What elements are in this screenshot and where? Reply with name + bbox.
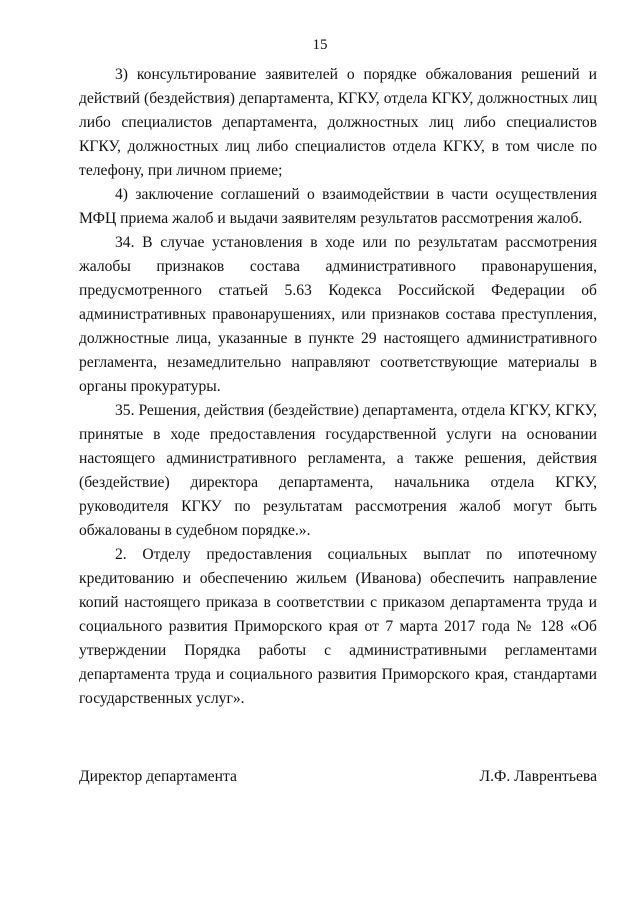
signature-block (79, 767, 597, 787)
paragraph-item-3-consultation: 3) консультирование заявителей о порядке обжалования решений и действий (бездействия) департамента, КГКУ, отдела КГКУ, должностных лиц либо специалистов департамента, должностных лиц либо специалистов КГКУ, должностных лиц либо специалистов отдела КГКУ, в том числе по телефону, при личном приеме; (79, 66, 597, 179)
document-body (79, 63, 597, 711)
signatory-name: Л.Ф. Лаврентьева (479, 768, 597, 785)
paragraph-order-point-2: 2. Отделу предоставления социальных выплат по ипотечному кредитованию и обеспечению жильем (Иванова) обеспечить направление копий настоящего приказа в соответствии с приказом департамента труда и социального развития Приморского края от 7 марта 2017 года № 128 «Об утверждении Порядка работы с административными регламентами департамента труда и социального развития Приморского края, стандартами государственных услуг». (79, 546, 597, 707)
paragraph-item-4-agreements: 4) заключение соглашений о взаимодействии в части осуществления МФЦ приема жалоб и выдачи заявителям результатов рассмотрения жалоб. (79, 186, 597, 227)
paragraph-clause-34: 34. В случае установления в ходе или по результатам рассмотрения жалобы признаков состава административного правонарушения, предусмотренного статьей 5.63 Кодекса Российской Федерации об административных правонарушениях, или признаков состава преступления, должностные лица, указанные в пункте 29 настоящего административного регламента, незамедлительно направляют соответствующие материалы в органы прокуратуры. (79, 234, 597, 395)
paragraph-clause-35: 35. Решения, действия (бездействие) департамента, отдела КГКУ, КГКУ, принятые в ходе предоставления государственной услуги на основании настоящего административного регламента, а также решения, действия (бездействие) директора департамента, начальника отдела КГКУ, руководителя КГКУ по результатам рассмотрения жалоб могут быть обжалованы в судебном порядке.». (79, 402, 597, 539)
page-number: 15 (312, 37, 328, 53)
signatory-position: Директор департамента (79, 768, 237, 785)
